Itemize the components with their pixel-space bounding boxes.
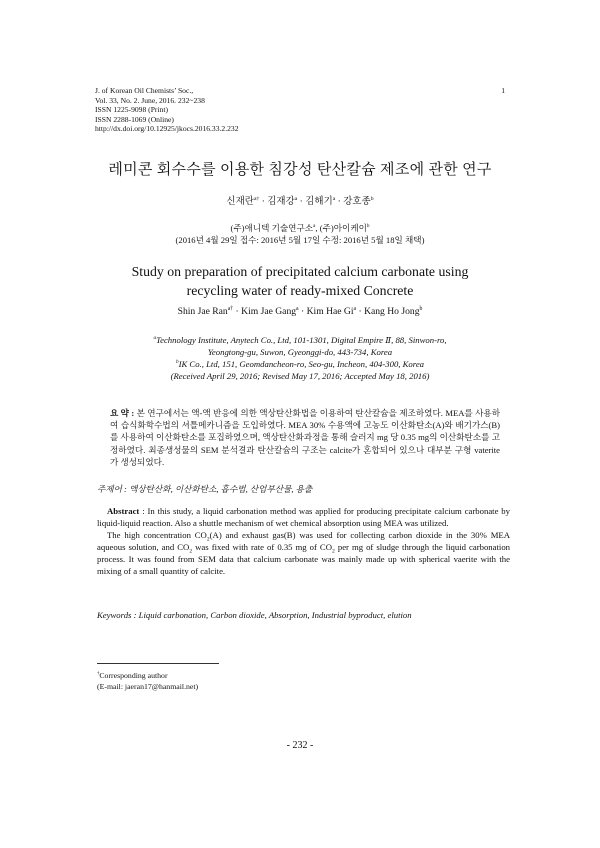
author-sep: ·: [335, 197, 344, 207]
journal-line: ISSN 2288-1069 (Online): [95, 114, 174, 124]
author-sep: ·: [233, 306, 242, 317]
footnote-divider: [97, 663, 219, 664]
footnote-line: [97, 670, 198, 681]
author-sup: a: [353, 305, 357, 312]
english-title: [0, 262, 600, 300]
subscript: 2: [206, 536, 210, 543]
affiliation-text: Technology Institute, Anytech Co., Ltd, 101-1301, Digital Empire Ⅱ, 88, Sinwon-ro,: [156, 335, 447, 345]
author-name: 김해기: [305, 197, 333, 207]
english-abstract-p1: [97, 505, 510, 529]
english-abstract-label: Abstract: [107, 506, 140, 516]
korean-keywords: 주제어 : 액상탄산화, 이산화탄소, 흡수법, 산업부산물, 용출: [97, 484, 313, 494]
korean-abstract: [110, 407, 500, 468]
english-dates: (Received April 29, 2016; Revised May 17, 2016; Accepted May 18, 2016): [170, 371, 430, 381]
author-sep: ·: [259, 197, 268, 207]
author-sup: a†: [227, 305, 234, 312]
author-sep: ·: [297, 197, 306, 207]
author-sup: b: [370, 195, 374, 202]
affiliation-a-line: [0, 334, 600, 346]
top-page-number: 1: [501, 86, 505, 95]
author-name: Kim Hae Gi: [306, 306, 354, 317]
author-name: 신재란: [226, 197, 254, 207]
affiliation-sup: a: [153, 335, 157, 342]
affiliation-sup: b: [366, 223, 370, 230]
english-title-line: Study on preparation of precipitated calcium carbonate using: [131, 264, 469, 279]
author-name: Shin Jae Ran: [177, 306, 228, 317]
journal-line: ISSN 1225-9098 (Print): [95, 105, 168, 115]
affiliation-b: (주)아이케이: [319, 223, 367, 233]
bottom-page-number: - 232 -: [286, 740, 314, 751]
english-authors: [0, 306, 600, 317]
korean-affiliation: [0, 222, 600, 246]
english-abstract: [97, 505, 510, 578]
abstract-text-part: was fixed with rate of 0.35 mg of CO: [192, 542, 332, 553]
affiliation-b-line: [0, 358, 600, 370]
english-abstract-p2: [97, 529, 510, 577]
korean-dates: (2016년 4월 29일 접수: 2016년 5월 17일 수정: 2016년 5월 18일 채택): [175, 235, 425, 245]
korean-affiliation-line: (주)애니텍 기술연구소$^a$, (주)아이케이$^b$: [230, 223, 370, 233]
author-sup: a: [332, 195, 336, 202]
author-sup: a: [294, 195, 298, 202]
abstract-text-part: (A) and exhaust gas(B) was used for collecting carbon dioxide in the 30% MEA aqueous solution, and CO: [97, 530, 511, 553]
author-name: 강호종: [343, 197, 371, 207]
affiliation-sup: a: [313, 223, 316, 230]
journal-line: J. of Korean Oil Chemists’ Soc.,: [95, 86, 194, 95]
author-name: Kim Jae Gang: [241, 306, 297, 317]
author-name: 김재강: [267, 197, 295, 207]
affiliation-text: IK Co., Ltd, 151, Geomdancheon-ro, Seo-gu, Incheon, 404-300, Korea: [178, 359, 425, 369]
korean-abstract-text: 본 연구에서는 액-액 반응에 의한 액상탄산화법을 이용하여 탄산칼슘을 제조하였다. MEA를 사용하여 습식화학수법의 셔틀메카니즘을 도입하였다. MEA 30% 수용액에 고농도 이산화탄소(A)와 배기가스(B)를 사용하여 이산화탄소를 포집하였으며, 액상탄산화과정을 통해 슬러지 mg 당 0.35 mg의 이산화탄소를 고정하였다. 최종생성물의 SEM 분석결과 탄산칼슘의 구조는 calcite가 혼합되어 있으나 대부분 구형 vaterite가 생성되었다.: [110, 408, 501, 467]
affiliation-a-line2: Yeongtong-gu, Suwon, Gyeonggi-do, 443-734, Korea: [207, 347, 393, 357]
subscript: 2: [189, 549, 193, 556]
english-title-line: recycling water of ready-mixed Concrete: [186, 283, 414, 298]
english-abstract-text: : In this study, a liquid carbonation method was applied for producing precipitate calcium carbonate by liquid-liquid reaction. Also a shuttle mechanism of wet chemical absorption using MEA was utilized.: [97, 506, 510, 529]
dagger-mark: †: [97, 671, 100, 677]
abstract-text-part: The high concentration CO: [107, 530, 207, 541]
doi-link[interactable]: http://dx.doi.org/10.12925/jkocs.2016.33.2.232: [95, 124, 239, 134]
korean-authors: [0, 193, 600, 207]
journal-info: [95, 86, 239, 134]
footnote-text: Corresponding author: [99, 671, 168, 680]
affiliation-a: (주)애니텍 기술연구소: [230, 223, 314, 233]
author-name: Kang Ho Jong: [364, 306, 420, 317]
author-sup: a†: [253, 195, 260, 202]
affiliation-sup: b: [175, 359, 179, 366]
subscript: 2: [332, 549, 335, 556]
author-sep: ·: [298, 306, 307, 317]
english-keywords: Keywords : Liquid carbonation, Carbon dioxide, Absorption, Industrial byproduct, elution: [97, 610, 412, 620]
author-sup: b: [419, 305, 423, 312]
english-affiliations: [0, 334, 600, 382]
korean-title: 레미콘 회수수를 이용한 침강성 탄산칼슘 제조에 관한 연구: [108, 162, 492, 178]
korean-abstract-label: 요 약 :: [110, 408, 135, 418]
author-sep: ·: [356, 306, 365, 317]
journal-line: Vol. 33, No. 2. June, 2016. 232~238: [95, 95, 205, 105]
footnote-email: (E-mail: jaeran17@hanmail.net): [97, 682, 199, 691]
abstract-text-part: per mg of sludge through the liquid carbonation process. It was found from SEM data that calcium carbonate was mainly made up with spherical vaerite with the mixing of a small quantity of calcite.: [97, 542, 511, 577]
author-sup: a: [296, 305, 299, 312]
footnote: [97, 670, 198, 692]
